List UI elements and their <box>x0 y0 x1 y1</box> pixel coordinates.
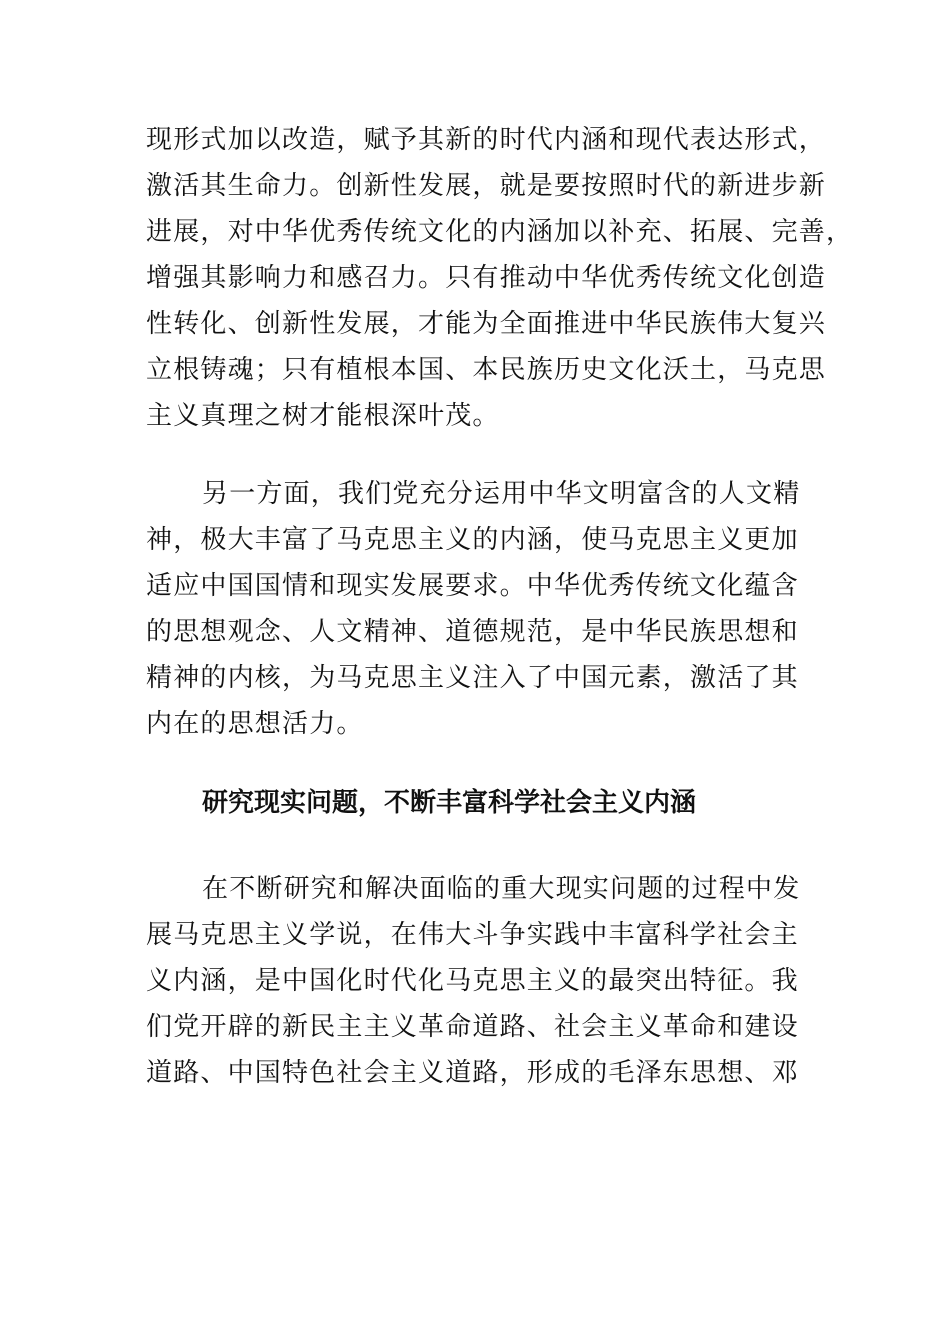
paragraph-3 <box>146 866 846 1096</box>
paragraph-line: 的思想观念、人文精神、道德规范，是中华民族思想和 <box>146 617 799 647</box>
section-heading: 研究现实问题，不断丰富科学社会主义内涵 <box>202 788 697 818</box>
paragraph-line: 们党开辟的新民主主义革命道路、社会主义革命和建设 <box>146 1012 799 1042</box>
paragraph-line: 增强其影响力和感召力。只有推动中华优秀传统文化创造 <box>146 263 827 293</box>
paragraph-line: 内在的思想活力。 <box>146 709 364 739</box>
paragraph-line: 激活其生命力。创新性发展，就是要按照时代的新进步新 <box>146 171 827 201</box>
paragraph-line: 适应中国国情和现实发展要求。中华优秀传统文化蕴含 <box>146 571 799 601</box>
paragraph-line: 性转化、创新性发展，才能为全面推进中华民族伟大复兴 <box>146 309 827 339</box>
paragraph-2 <box>146 471 846 747</box>
paragraph-line: 神，极大丰富了马克思主义的内涵，使马克思主义更加 <box>146 525 799 555</box>
paragraph-line: 展马克思主义学说，在伟大斗争实践中丰富科学社会主 <box>146 920 799 950</box>
paragraph-line: 进展，对中华优秀传统文化的内涵加以补充、拓展、完善， <box>146 217 854 247</box>
paragraph-line: 现形式加以改造，赋予其新的时代内涵和现代表达形式， <box>146 125 827 155</box>
paragraph-line: 立根铸魂；只有植根本国、本民族历史文化沃土，马克思 <box>146 355 827 385</box>
paragraph-line: 道路、中国特色社会主义道路，形成的毛泽东思想、邓 <box>146 1058 799 1088</box>
paragraph-line: 义内涵，是中国化时代化马克思主义的最突出特征。我 <box>146 966 799 996</box>
paragraph-line: 另一方面，我们党充分运用中华文明富含的人文精 <box>202 479 801 509</box>
paragraph-line: 精神的内核，为马克思主义注入了中国元素，激活了其 <box>146 663 799 693</box>
paragraph-line: 在不断研究和解决面临的重大现实问题的过程中发 <box>202 874 801 904</box>
paragraph-1 <box>146 117 854 439</box>
paragraph-line: 主义真理之树才能根深叶茂。 <box>146 401 500 431</box>
